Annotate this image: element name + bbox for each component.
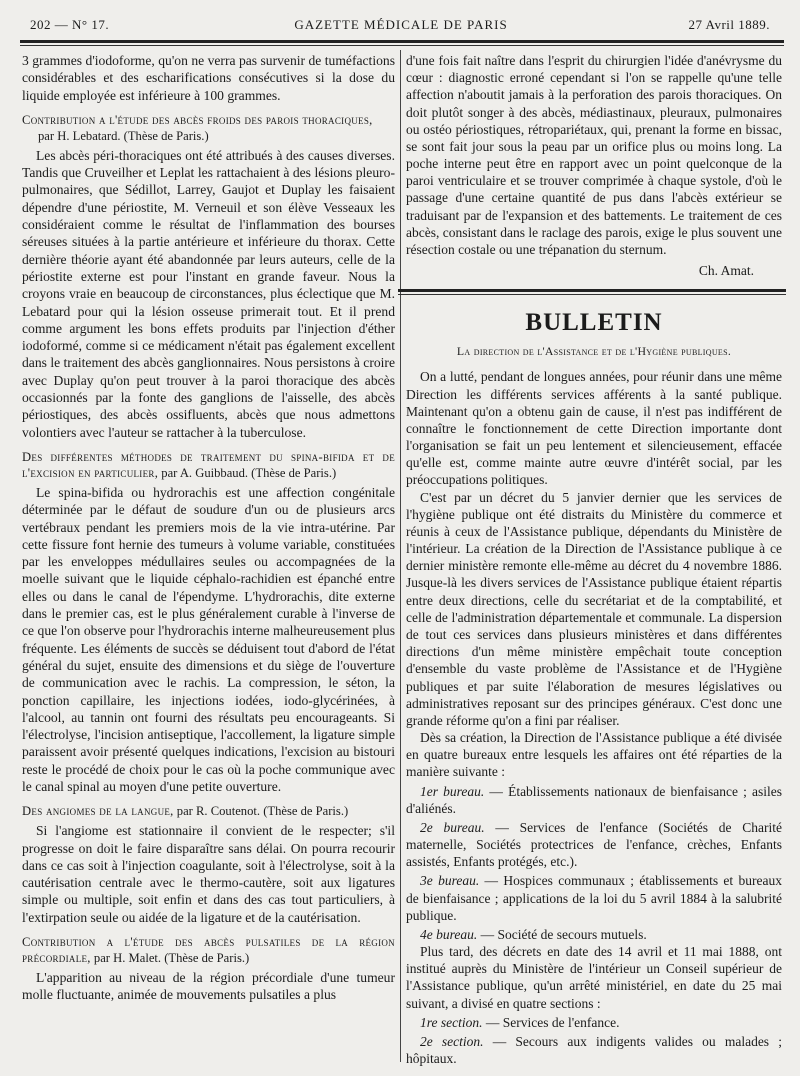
para-abces-pulsatiles: L'apparition au niveau de la région précordiale d'une tumeur molle fluctuante, animée de mouvements pulsatiles a plus: [22, 970, 395, 1003]
para-angiomes: Si l'angiome est stationnaire il convient de le respecter; s'il progresse on doit le faire disparaître sans délai. On pourra recourir dans ce cas soit à l'injection coagulante, soit à l'électrolyse, soit à la cautérisation centrale avec le thermo-cautère, soit aux ligatures simple ou multiple, soit enfin et dans des cas tout particuliers, à l'extirpation seule ou aidée de la ligature et de la cautérisation.: [22, 823, 395, 925]
header-rule: [20, 40, 784, 43]
heading-abces-froids: Contribution a l'étude des abcès froids des parois thoraciques, par H. Lebatard. (Thèse de Paris.): [22, 112, 373, 143]
bulletin-subtitle: La direction de l'Assistance et de l'Hygiène publiques.: [456, 344, 732, 359]
issue-date: 27 Avril 1889.: [688, 17, 770, 32]
bulletin-para: C'est par un décret du 5 janvier dernier que les services de l'hygiène publique ont été distraits du Ministère du commerce et réunis à ceux de l'Assistance publique, dépendants du Ministère de l'intérieur. La création de la Direction de l'Assistance publique à ce dernier ministère remonte elle-même au décret du 4 novembre 1886. Jusque-là les divers services de l'Assistance publique étaient répartis entre deux directions, celle du secrétariat et de la comptabilité, et celle de l'administration départementale et communale. La dispersion de tout ces services dans plusieurs ministères et dans différentes directions d'un même ministère empêchait toute conception d'ensemble du vaste problème de l'Assistance et de l'Hygiène publiques et par suite l'élaboration de mesures législatives ou administratives reposant sur des principes généraux. C'est donc une grande réforme qu'on a fini par réaliser.: [406, 489, 782, 728]
right-column: [406, 52, 782, 1067]
para-continuation: d'une fois fait naître dans l'esprit du chirurgien l'idée d'anévrysme du cœur : diagnostic erroné cependant si l'on se rappelle qu'une telle affection n'aboutit jamais à la perforation des parois thoraciques. On doit plutôt songer à des abcès, médiastinaux, pleuraux, pulmonaires ou ostéo périostiques, rétropariétaux, qui, prenant la forme en bissac, se sont fait jour sous la peau par un orifice plus ou moins long. La poche interne peut être en rapport avec un point quelconque de la paroi ventriculaire et se trouver comprimée à chaque systole, d'où le passage d'une certaine quantité de pus dans l'abcès extérieur se traduisant par de l'expansion et des battements. Le traitement de ces abcès, consistant dans le raclage des parois, exige le plus souvent une résection costale ou une trépanation du sternum.: [406, 53, 782, 257]
left-column: [22, 52, 395, 1004]
bulletin-title: BULLETIN: [525, 309, 663, 337]
bureau-item: 3e bureau. — Hospices communaux ; établissements et bureaux de bienfaisance ; applications de la loi du 5 avril 1884 à la salubrité publique.: [406, 873, 782, 923]
bulletin-rule: [398, 289, 786, 292]
heading-abces-pulsatiles: Contribution a l'étude des abcès pulsatiles de la région précordiale, par H. Malet. (Thèse de Paris.): [22, 935, 395, 966]
section-item: 1re section. — Services de l'enfance.: [420, 1014, 620, 1030]
bureau-item: 2e bureau. — Services de l'enfance (Sociétés de Charité maternelle, Sociétés protectrices de l'enfance, crèches, Enfants assistés, Enfants protégés, etc.).: [406, 819, 782, 870]
bulletin-para: On a lutté, pendant de longues années, pour réunir dans une même Direction les différents services afférents à la santé publique. Maintenant qu'on a obtenu gain de cause, il n'est pas indifférent de connaître le fonctionnement de cette Direction importante dont l'organisation se fait un peu lentement et silencieusement, effacée qu'elle est, comme mainte autre œuvre d'intérêt social, par les préoccupations politiques.: [406, 369, 782, 488]
page-number: 202 — N° 17.: [30, 17, 110, 32]
column-divider: [400, 50, 401, 1062]
bulletin-para: Plus tard, des décrets en date des 14 avril et 11 mai 1888, ont institué auprès du Ministère de l'intérieur un Conseil supérieur de l'Assistance publique, qu'un arrêté ministériel, en date du 25 mai suivant, a divisé en quatre sections :: [406, 944, 782, 1011]
header-rule-thin: [20, 45, 784, 46]
section-item: 2e section. — Secours aux indigents valides ou malades ; hôpitaux.: [406, 1033, 782, 1067]
bureau-item: 1er bureau. — Établissements nationaux de bienfaisance ; asiles d'aliénés.: [406, 783, 782, 816]
bureau-item: 4e bureau. — Société de secours mutuels.: [420, 926, 647, 942]
para-spina-bifida: Le spina-bifida ou hydrorachis est une affection congénitale déterminée par le défaut de soudure d'un ou de plusieurs arcs vertébraux pendant les premiers mois de la vie intra-utérine. Par cette fissure font hernie des tumeurs à volume variable, constituées par les enveloppes médullaires seules ou accompagnées de la moelle suivant que le liquide céphalo-rachidien est épanché entre elles ou dans le canal de l'épendyme. L'hydrorachis, dite externe dans le premier cas, est le plus généralement curable à l'inverse de ce que l'on observe pour l'hydrorachis interne malheureusement plus fréquente. Les éléments de succès se déduisent tout d'abord de l'état général du sujet, ensuite des dimensions et du siège de l'ouverture de communication avec le rachis. La compression, le séton, la ponction capillaire, les injections iodées, iodo-glycérinées, à l'alcool, au tannin ont fourni des résultats peu encourageants. Si l'électrolyse, l'incision antiseptique, l'accollement, la ligature simple paraissent avoir présenté quelques indications, l'excision au bistouri reste le procédé de choix pour le cas où la poche communique avec le canal spinal au moyen d'une petite ouverture.: [22, 484, 395, 794]
bulletin-para: Dès sa création, la Direction de l'Assistance publique a été divisée en quatre bureaux entre lesquels les affaires ont été réparties de la manière suivante :: [406, 730, 782, 780]
heading-angiomes: Des angiomes de la langue, par R. Coutenot. (Thèse de Paris.): [22, 804, 349, 819]
page-header: [22, 14, 780, 36]
bulletin-rule-thin: [398, 294, 786, 295]
heading-spina-bifida: Des différentes méthodes de traitement du spina-bifida et de l'excision en particulier, par A. Guibbaud. (Thèse de Paris.): [22, 449, 395, 480]
publication-title: GAZETTE MÉDICALE DE PARIS: [294, 17, 508, 32]
para-iodoform: 3 grammes d'iodoforme, qu'on ne verra pas survenir de tuméfactions considérables et des escharifications consécutives si la dose du liquide employée est inférieure à 100 grammes.: [22, 53, 395, 103]
author-signature: Ch. Amat.: [698, 263, 754, 279]
para-abces-froids: Les abcès péri-thoraciques ont été attribués à des causes diverses. Tandis que Cruveilher et Leplat les rattachaient à des lésions pleuro-pulmonaires, que Sédillot, Larrey, Gaujot et Duplay les faisaient dépendre d'une périostite, M. Verneuil et son élève Vesseaux les considéraient comme le résultat de l'inflammation des bourses séreuses situées à la partie antérieure et inférieure du thorax. Cette dernière théorie ayant été abandonnée par leurs auteurs, celle de la périostite externe est pour l'instant en grande faveur. Nous la croyons vraie en beaucoup de circonstances, plus éclectique que M. Lebatard pour qui la lésion osseuse primerait tout. Et il prend comme argument les bons effets produits par l'injection d'éther iodoformé, comme si ce médicament n'était pas également excellent dans le traitement des abcès ganglionnaires. Nous persistons à croire avec Duplay qu'on peut trouver à la paroi thoracique des abcès occasionnés par la fonte des ganglions de l'aisselle, des abcès périostiques, des abcès ossifluents, abcès que nous admettons volontiers avec l'auteur se rattacher à la tuberculose.: [22, 147, 395, 440]
